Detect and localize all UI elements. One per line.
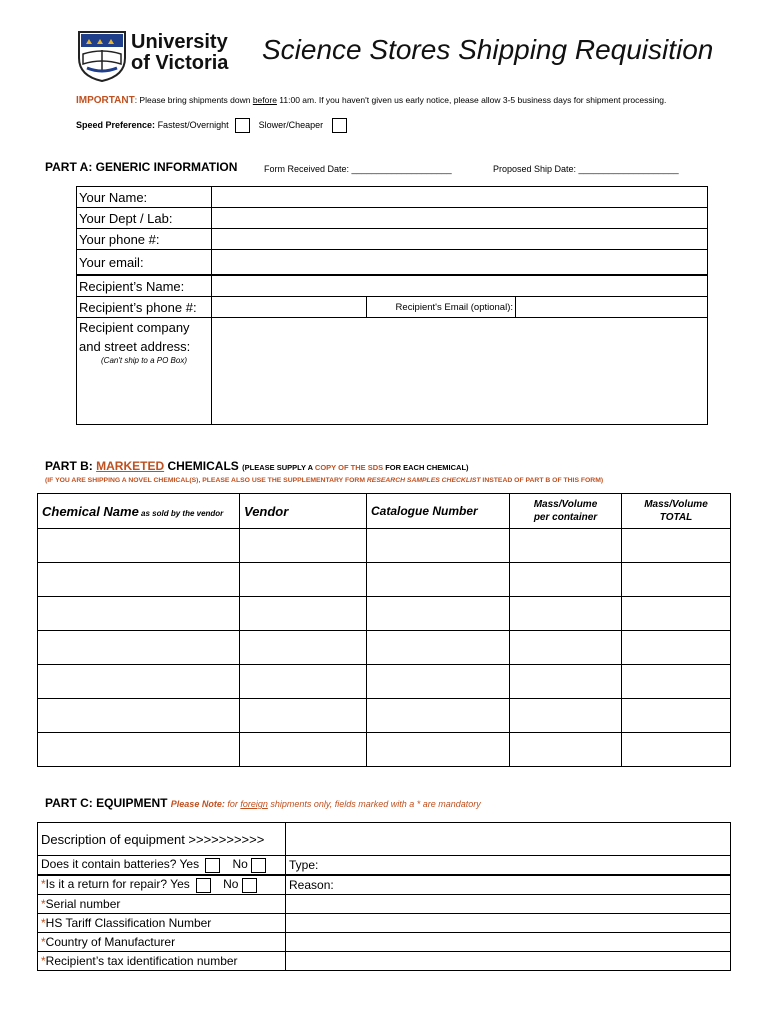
col-catalogue: Catalogue Number: [367, 494, 510, 529]
email-label: Your email:: [77, 250, 212, 276]
your-name-field[interactable]: [212, 187, 708, 208]
your-name-label: Your Name:: [77, 187, 212, 208]
recipient-email-field[interactable]: [516, 297, 708, 318]
table-row: [38, 631, 731, 665]
catalogue-cell[interactable]: [367, 529, 510, 563]
important-notice: IMPORTANT: Please bring shipments down before 11:00 am. If you haven't given us early notice, please allow 3-5 business days for shipment processing.: [76, 95, 667, 106]
mass-container-cell[interactable]: [510, 529, 622, 563]
catalogue-cell[interactable]: [367, 631, 510, 665]
table-row: [38, 597, 731, 631]
mass-total-cell[interactable]: [622, 699, 731, 733]
chemical-cell[interactable]: [38, 597, 240, 631]
col-mass-per-container: Mass/Volume per container: [510, 494, 622, 529]
repair-row: *Is it a return for repair? Yes No: [38, 875, 286, 895]
email-field[interactable]: [212, 250, 708, 276]
equipment-description-field[interactable]: [286, 823, 731, 856]
tax-id-label: *Recipient’s tax identification number: [38, 952, 286, 971]
mass-container-cell[interactable]: [510, 733, 622, 767]
vendor-cell[interactable]: [240, 733, 367, 767]
col-mass-total: Mass/Volume TOTAL: [622, 494, 731, 529]
speed-preference: Speed Preference: Fastest/Overnight Slower/Cheaper: [76, 118, 347, 133]
recipient-name-field[interactable]: [212, 275, 708, 297]
repair-reason-field[interactable]: Reason:: [286, 875, 731, 895]
tax-id-field[interactable]: [286, 952, 731, 971]
chemical-cell[interactable]: [38, 529, 240, 563]
repair-yes-checkbox[interactable]: [196, 878, 211, 893]
part-a-heading: PART A: GENERIC INFORMATION: [45, 160, 238, 174]
equipment-table: [37, 822, 731, 971]
equipment-description-label: Description of equipment >>>>>>>>>>: [38, 823, 286, 856]
mass-total-cell[interactable]: [622, 631, 731, 665]
dept-label: Your Dept / Lab:: [77, 208, 212, 229]
recipient-address-field[interactable]: [212, 318, 708, 425]
catalogue-cell[interactable]: [367, 733, 510, 767]
serial-label: *Serial number: [38, 895, 286, 914]
university-crest-logo: [77, 30, 127, 82]
hs-tariff-field[interactable]: [286, 914, 731, 933]
repair-no-checkbox[interactable]: [242, 878, 257, 893]
phone-label: Your phone #:: [77, 229, 212, 250]
mass-container-cell[interactable]: [510, 665, 622, 699]
catalogue-cell[interactable]: [367, 699, 510, 733]
chemical-cell[interactable]: [38, 699, 240, 733]
vendor-cell[interactable]: [240, 665, 367, 699]
batteries-yes-checkbox[interactable]: [205, 858, 220, 873]
catalogue-cell[interactable]: [367, 597, 510, 631]
chemical-cell[interactable]: [38, 563, 240, 597]
mass-total-cell[interactable]: [622, 563, 731, 597]
chemical-cell[interactable]: [38, 631, 240, 665]
mass-container-cell[interactable]: [510, 563, 622, 597]
recipient-phone-field[interactable]: [212, 297, 367, 318]
mass-total-cell[interactable]: [622, 665, 731, 699]
mass-total-cell[interactable]: [622, 597, 731, 631]
table-row: [38, 733, 731, 767]
mass-container-cell[interactable]: [510, 597, 622, 631]
vendor-cell[interactable]: [240, 699, 367, 733]
table-row: [38, 563, 731, 597]
vendor-cell[interactable]: [240, 529, 367, 563]
batteries-row: Does it contain batteries? Yes No: [38, 856, 286, 876]
fastest-checkbox[interactable]: [235, 118, 250, 133]
serial-field[interactable]: [286, 895, 731, 914]
novel-chemical-note: (IF YOU ARE SHIPPING A NOVEL CHEMICAL(S), PLEASE ALSO USE THE SUPPLEMENTARY FORM RESEARCH SAMPLES CHECKLIST INSTEAD OF PART B OF THIS FORM): [45, 477, 604, 484]
mass-total-cell[interactable]: [622, 529, 731, 563]
chemical-cell[interactable]: [38, 733, 240, 767]
country-label: *Country of Manufacturer: [38, 933, 286, 952]
part-c-heading: PART C: EQUIPMENT Please Note: for foreign shipments only, fields marked with a * are mandatory: [45, 796, 481, 810]
dept-field[interactable]: [212, 208, 708, 229]
country-field[interactable]: [286, 933, 731, 952]
mass-container-cell[interactable]: [510, 699, 622, 733]
slower-checkbox[interactable]: [332, 118, 347, 133]
catalogue-cell[interactable]: [367, 563, 510, 597]
recipient-name-label: Recipient’s Name:: [77, 275, 212, 297]
po-box-note: (Can't ship to a PO Box): [101, 356, 188, 365]
recipient-phone-label: Recipient’s phone #:: [77, 297, 212, 318]
vendor-cell[interactable]: [240, 597, 367, 631]
university-name: University of Victoria: [131, 31, 229, 74]
chemicals-table: [37, 493, 731, 767]
recipient-email-label: Recipient's Email (optional):: [367, 297, 516, 318]
table-row: [38, 699, 731, 733]
vendor-cell[interactable]: [240, 631, 367, 665]
hs-tariff-label: *HS Tariff Classification Number: [38, 914, 286, 933]
table-row: [38, 529, 731, 563]
part-b-heading: PART B: MARKETED CHEMICALS (PLEASE SUPPLY A COPY OF THE SDS FOR EACH CHEMICAL): [45, 459, 469, 473]
vendor-cell[interactable]: [240, 563, 367, 597]
mass-total-cell[interactable]: [622, 733, 731, 767]
form-title: Science Stores Shipping Requisition: [262, 34, 714, 65]
proposed-ship-date: Proposed Ship Date: ____________________: [493, 164, 679, 174]
phone-field[interactable]: [212, 229, 708, 250]
table-row: [38, 665, 731, 699]
form-received-date: Form Received Date: ____________________: [264, 164, 452, 174]
battery-type-field[interactable]: Type:: [286, 856, 731, 876]
col-vendor: Vendor: [240, 494, 367, 529]
batteries-no-checkbox[interactable]: [251, 858, 266, 873]
col-chemical-name: Chemical Name as sold by the vendor: [38, 494, 240, 529]
mass-container-cell[interactable]: [510, 631, 622, 665]
chemical-cell[interactable]: [38, 665, 240, 699]
recipient-address-label: Recipient company and street address: (Can't ship to a PO Box): [77, 318, 212, 425]
catalogue-cell[interactable]: [367, 665, 510, 699]
part-a-table: [76, 186, 708, 425]
